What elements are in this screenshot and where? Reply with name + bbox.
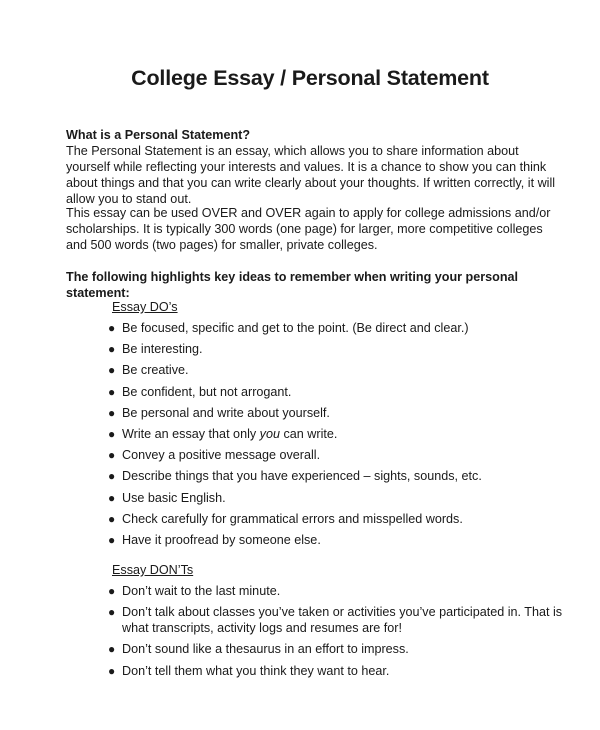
bullet-icon: ●	[108, 405, 116, 420]
bullet-icon: ●	[108, 663, 116, 678]
list-item: ● Have it proofread by someone else.	[108, 532, 321, 547]
essay-usage-paragraph: This essay can be used OVER and OVER again to apply for college admissions and/or scholarships. It is typically 300 words (one page) for larger, more competitive colleges and 500 words (two pages) for smaller, private colleges.	[66, 206, 551, 252]
bullet-icon: ●	[108, 469, 116, 484]
list-item: ● Be personal and write about yourself.	[108, 405, 330, 420]
list-item: ● Write an essay that only you can write.	[108, 426, 338, 441]
essay-donts-list	[108, 583, 578, 684]
list-item: ● Be confident, but not arrogant.	[108, 384, 292, 399]
list-item: ● Don’t tell them what you think they want to hear.	[108, 663, 390, 678]
list-item: ● Check carefully for grammatical errors and misspelled words.	[108, 511, 463, 526]
list-item: ● Be creative.	[108, 363, 189, 378]
bullet-icon: ●	[108, 511, 116, 526]
bullet-icon: ●	[108, 384, 116, 399]
list-item: ● Be focused, specific and get to the point. (Be direct and clear.)	[108, 321, 469, 335]
bullet-icon: ●	[108, 448, 116, 463]
list-item: ● Be interesting.	[108, 342, 203, 357]
essay-dos-heading: Essay DO’s	[112, 300, 178, 314]
list-item: ● Don’t wait to the last minute.	[108, 584, 281, 598]
bullet-icon: ●	[108, 321, 116, 335]
bullet-icon: ●	[108, 363, 116, 378]
bullet-icon: ●	[108, 642, 116, 657]
bullet-icon: ●	[108, 426, 116, 441]
personal-statement-definition: The Personal Statement is an essay, which allows you to share information about yourself while reflecting your interests and values. It is a chance to show you can think about things and that you can write clearly about your thoughts. If written correctly, it will allow you to stand out.	[66, 144, 556, 206]
bullet-icon: ●	[108, 490, 116, 505]
list-item: ● Use basic English.	[108, 490, 226, 505]
essay-dos-list	[108, 320, 578, 553]
bullet-icon: ●	[108, 342, 116, 357]
page-title: College Essay / Personal Statement	[131, 66, 489, 90]
personal-statement-question: What is a Personal Statement?	[66, 128, 251, 142]
essay-donts-heading: Essay DON’Ts	[112, 563, 194, 577]
list-item: ● Don’t sound like a thesaurus in an effort to impress.	[108, 642, 409, 657]
bullet-icon: ●	[108, 605, 116, 620]
list-item: ● Don’t talk about classes you’ve taken or activities you’ve participated in. That is what transcripts, activity logs and resumes are for!	[108, 605, 563, 636]
bullet-icon: ●	[108, 584, 116, 598]
highlights-heading: The following highlights key ideas to remember when writing your personal statement:	[66, 270, 519, 300]
list-item: ● Convey a positive message overall.	[108, 448, 321, 463]
bullet-icon: ●	[108, 532, 116, 547]
list-item: ● Describe things that you have experienced – sights, sounds, etc.	[108, 469, 482, 484]
